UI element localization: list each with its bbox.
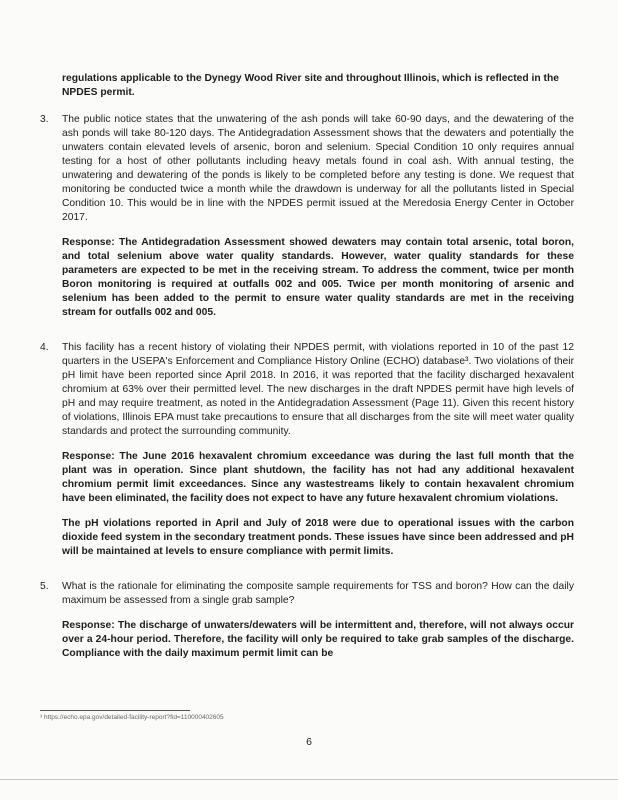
response-paragraph: Response: The Antidegradation Assessment showed dewaters may contain total arsenic, total boron, and total selenium above water quality standards. However, water quality standards for these parameters are expected to be met in the receiving stream. To address the comment, twice per month Boron monitoring is required at outfalls 002 and 005. Twice per month monitoring of arsenic and selenium has been added to the permit to ensure water quality standards are met in the receiving stream for outfalls 002 and 005.: [62, 237, 574, 318]
comment-item: [40, 341, 574, 570]
item-number: 5.: [40, 581, 49, 592]
item-body: [62, 580, 574, 672]
intro-text: regulations applicable to the Dynegy Wood River site and throughout Illinois, which is reflected in the NPDES permit.: [62, 73, 559, 98]
response-paragraph: The pH violations reported in April and July of 2018 were due to operational issues with the carbon dioxide feed system in the secondary treatment ponds. These issues have since been addressed and pH will be maintained at levels to ensure compliance with permit limits.: [62, 518, 574, 557]
comment-item: [40, 113, 574, 331]
page-bottom-divider: [0, 779, 618, 780]
page-number: 6: [306, 736, 312, 748]
response-paragraph: Response: The June 2016 hexavalent chromium exceedance was during the last full month that the plant was in operation. Since plant shutdown, the facility has not had any additional hexavalent chromium permit limit exceedances. Since any wastestreams likely to contain hexavalent chromium have been eliminated, the facility does not expect to have any future hexavalent chromium violations.: [62, 451, 574, 504]
footnote-divider: [40, 710, 190, 711]
item-number: 3.: [40, 114, 49, 125]
item-body: [62, 341, 574, 570]
comment-item: [40, 580, 574, 672]
item-body: [62, 113, 574, 331]
response-paragraph: Response: The discharge of unwaters/dewaters will be intermittent and, therefore, will not always occur over a 24-hour period. Therefore, the facility will only be required to take grab samples of the discharge. Compliance with the daily maximum permit limit can be: [62, 620, 574, 659]
page-content: [40, 72, 574, 682]
comment-paragraph: What is the rationale for eliminating the composite sample requirements for TSS and boron? How can the daily maximum be assessed from a single grab sample?: [62, 581, 574, 606]
comment-list: [40, 113, 574, 672]
comment-paragraph: The public notice states that the unwatering of the ash ponds will take 60-90 days, and the dewatering of the ash ponds will take 80-120 days. The Antidegradation Assessment shows that the dewaters and potentially the unwaters contain elevated levels of arsenic, boron and selenium. Special Condition 10 only requires annual testing for a host of other pollutants including heavy metals found in coal ash. With annual testing, the unwatering and dewatering of the ponds is likely to be completed before any testing is done. We request that monitoring be conducted twice a month while the drawdown is underway for all the pollutants listed in Special Condition 10. This would be in line with the NPDES permit issued at the Meredosia Energy Center in October 2017.: [62, 114, 574, 223]
footnote: ³ https://echo.epa.gov/detailed-facility-report?fid=110000402605: [40, 714, 224, 721]
comment-paragraph: This facility has a recent history of violating their NPDES permit, with violations reported in 10 of the past 12 quarters in the USEPA's Enforcement and Compliance History Online (ECHO) database³. Two violations of their pH limit have been reported since April 2018. In 2016, it was reported that the facility discharged hexavalent chromium at 63% over their permitted level. The new discharges in the draft NPDES permit have high levels of pH and may require treatment, as noted in the Antidegradation Assessment (Page 11). Given this recent history of violations, Illinois EPA must take precautions to ensure that all discharges from the site will meet water quality standards and protect the surrounding community.: [62, 342, 574, 437]
item-number: 4.: [40, 342, 49, 353]
